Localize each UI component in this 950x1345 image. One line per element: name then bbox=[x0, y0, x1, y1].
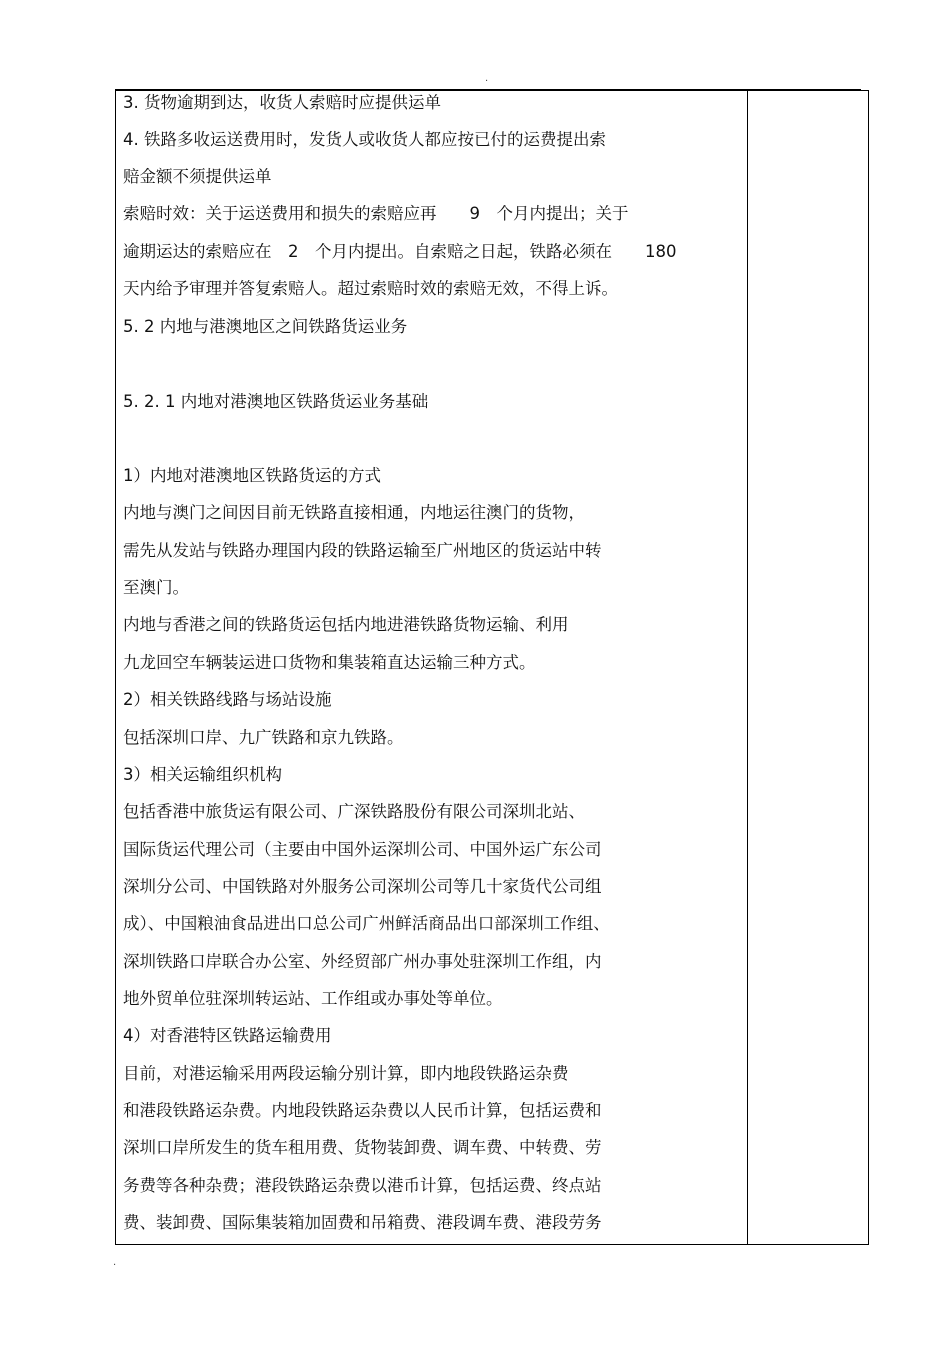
text-line: 深圳口岸所发生的货车租用费、货物装卸费、调车费、中转费、劳 bbox=[123, 1138, 602, 1157]
text-line: 务费等各种杂费；港段铁路运杂费以港币计算，包括运费、终点站 bbox=[123, 1176, 602, 1195]
text-line: 深圳铁路口岸联合办公室、外经贸部广州办事处驻深圳工作组，内 bbox=[123, 952, 602, 971]
text-line: 需先从发站与铁路办理国内段的铁路运输至广州地区的货运站中转 bbox=[123, 541, 602, 560]
text-line: 4. 铁路多收运送费用时，发货人或收货人都应按已付的运费提出索 bbox=[123, 130, 606, 149]
top-dot-mark: . bbox=[485, 73, 489, 84]
text-line: 3. 货物逾期到达，收货人索赔时应提供运单 bbox=[123, 93, 441, 112]
text-line: 天内给予审理并答复索赔人。超过索赔时效的索赔无效，不得上诉。 bbox=[123, 279, 618, 298]
text-line: 和港段铁路运杂费。内地段铁路运杂费以人民币计算，包括运费和 bbox=[123, 1101, 602, 1120]
section-heading: 5. 2 内地与港澳地区之间铁路货运业务 bbox=[123, 317, 408, 336]
item-heading: 4）对香港特区铁路运输费用 bbox=[123, 1026, 332, 1045]
item-heading: 3）相关运输组织机构 bbox=[123, 765, 282, 784]
text-line: 包括香港中旅货运有限公司、广深铁路股份有限公司深圳北站、 bbox=[123, 802, 585, 821]
subsection-heading: 5. 2. 1 内地对港澳地区铁路货运业务基础 bbox=[123, 392, 429, 411]
text-line: 内地与香港之间的铁路货运包括内地进港铁路货物运输、利用 bbox=[123, 615, 569, 634]
text-line: 深圳分公司、中国铁路对外服务公司深圳公司等几十家货代公司组 bbox=[123, 877, 602, 896]
text-line: 九龙回空车辆装运进口货物和集装箱直达运输三种方式。 bbox=[123, 653, 536, 672]
bottom-dot-mark: . bbox=[113, 1257, 117, 1268]
text-line: 逾期运达的索赔应在 2 个月内提出。自索赔之日起，铁路必须在 180 bbox=[123, 242, 677, 261]
text-line: 包括深圳口岸、九广铁路和京九铁路。 bbox=[123, 728, 404, 747]
text-line: 目前，对港运输采用两段运输分别计算，即内地段铁路运杂费 bbox=[123, 1064, 569, 1083]
side-cell bbox=[748, 91, 869, 1245]
content-table bbox=[115, 90, 869, 1245]
item-heading: 1）内地对港澳地区铁路货运的方式 bbox=[123, 466, 381, 485]
text-line: 索赔时效：关于运送费用和损失的索赔应再 9 个月内提出；关于 bbox=[123, 204, 629, 223]
text-line: 至澳门。 bbox=[123, 578, 189, 597]
table-row bbox=[116, 91, 869, 1245]
text-line: 成）、中国粮油食品进出口总公司广州鲜活商品出口部深圳工作组、 bbox=[123, 914, 610, 933]
text-line: 赔金额不须提供运单 bbox=[123, 167, 272, 186]
text-line: 内地与澳门之间因目前无铁路直接相通，内地运往澳门的货物， bbox=[123, 503, 585, 522]
text-line: 费、装卸费、国际集装箱加固费和吊箱费、港段调车费、港段劳务 bbox=[123, 1213, 602, 1232]
text-line: 地外贸单位驻深圳转运站、工作组或办事处等单位。 bbox=[123, 989, 503, 1008]
item-heading: 2）相关铁路线路与场站设施 bbox=[123, 690, 332, 709]
main-cell bbox=[116, 91, 748, 1245]
text-line: 国际货运代理公司（主要由中国外运深圳公司、中国外运广东公司 bbox=[123, 840, 602, 859]
